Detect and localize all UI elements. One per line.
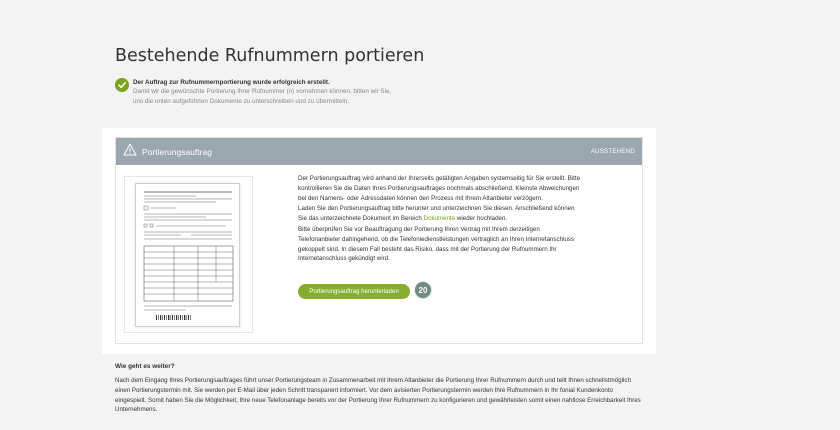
info-paragraph-1: Der Portierungsauftrag wird anhand der Ihrerseits getätigten Angaben systemseitig für Sie erstellt. Bitte kontrollieren Sie die Daten Ihres Portierungsauftrages nochmals abschließend. Kleinste Abweichungen bei den Namens- oder Adressdaten können den Prozess mit Ihrem Altanbieter verzögern. — [298, 175, 581, 202]
document-preview-drawing — [136, 184, 241, 328]
dokumente-link[interactable]: Dokumente — [423, 215, 456, 223]
info-paragraph-2-text: Laden Sie den Portierungsauftrag bitte herunter und unterzeichnen Sie diesen. Anschließend können Sie das unterzeichnete Dokument im Bereich — [298, 205, 575, 223]
success-line-1: Damit wir die gewünschte Portierung Ihrer Rufnummer (n) vornehmen können, bitten wir Sie, — [133, 88, 392, 95]
panel-title: Portierungsauftrag — [142, 146, 212, 157]
info-paragraph-2-text-end: wieder hochladen. — [455, 215, 508, 223]
info-paragraph-3: Bitte überprüfen Sie vor Beauftragung der Portierung Ihren Vertrag mit Ihrem derzeitigen Telefonanbieter dahingehend, ob die Telefoniedienstleistungen vertraglich an Ihren Internetanschluss gekoppelt sind. In diesem Fall besteht das Risiko, dass mit der Portierung der Rufnummern Ihr Internetanschluss gekündigt wird. — [298, 225, 575, 263]
portierungsauftrag-panel — [115, 137, 643, 344]
info-paragraph-2 — [298, 204, 583, 224]
success-title: Der Auftrag zur Rufnummernportierung wurde erfolgreich erstellt. — [133, 79, 330, 86]
panel-header — [116, 138, 642, 165]
panel-content — [298, 174, 583, 265]
document-preview[interactable] — [124, 176, 253, 333]
next-steps-body: Nach dem Eingang Ihres Portierungsauftrages führt unser Portierungsteam in Zusammenarbeit mit Ihrem Altanbieter die Portierung Ihrer Rufnummern durch und teilt Ihnen schnellstmöglich einen Portierungstermin mit. Sie werden per E-Mail über jeden Schritt transparent informiert. Vor dem avisierten Portierungstermin werden Ihre Rufnummern in Ihr fonial Kundenkonto eingespielt. Somit haben Sie die Möglichkeit, Ihre neue Telefonanlage bereits vor der Portierung Ihrer Rufnummern zu konfigurieren und gewährleisten somit einen nahtlose Erreichbarkeit Ihres Unternehmens. — [115, 377, 641, 414]
count-badge: 20 — [414, 281, 432, 299]
download-button[interactable]: Portierungsauftrag herunterladen — [298, 284, 410, 299]
next-steps-title: Wie geht es weiter? — [115, 363, 175, 370]
check-circle-icon — [115, 78, 129, 92]
status-badge: AUSSTEHEND — [590, 148, 635, 155]
document-sheet — [135, 183, 240, 327]
success-line-2: uns die unten aufgeführten Dokumente zu unterschreiben und zu übermitteln. — [133, 97, 349, 105]
page-title: Bestehende Rufnummern portieren — [115, 46, 425, 66]
warning-triangle-icon — [123, 143, 137, 157]
next-steps-section — [115, 363, 645, 415]
